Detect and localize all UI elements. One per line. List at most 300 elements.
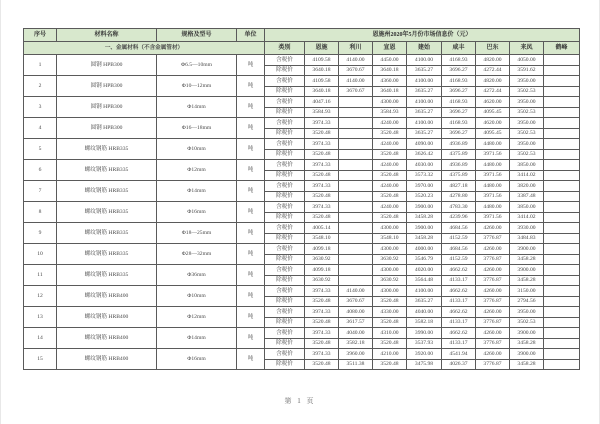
- unit: 吨: [237, 139, 265, 160]
- unit: 吨: [237, 286, 265, 307]
- price-cell-恩施: 3974.33: [305, 286, 339, 297]
- price-cell-宣恩: 3630.92: [373, 254, 407, 265]
- price-cell-宣恩: 3630.92: [373, 275, 407, 286]
- price-cell-来凤: 3458.28: [510, 254, 544, 265]
- spec-model: Φ14mm: [157, 181, 237, 202]
- price-type-incl-tax: 含税价: [265, 349, 305, 360]
- price-cell-巴东: 4260.00: [476, 286, 510, 297]
- price-type-excl-tax: 除税价: [265, 317, 305, 328]
- spec-model: Φ14mm: [157, 328, 237, 349]
- price-cell-利川: [339, 160, 373, 171]
- price-cell-建始: 3920.00: [407, 349, 442, 360]
- price-cell-来凤: 3950.00: [510, 76, 544, 87]
- price-cell-鹤峰: [544, 118, 580, 129]
- price-cell-建始: 3564.48: [407, 275, 442, 286]
- unit: 吨: [237, 349, 265, 370]
- material-name: 螺纹钢筋 HRB335: [57, 160, 157, 181]
- price-cell-建始: 4030.00: [407, 160, 442, 171]
- price-cell-巴东: 3971.56: [476, 191, 510, 202]
- price-type-incl-tax: 含税价: [265, 244, 305, 255]
- unit: 吨: [237, 244, 265, 265]
- price-cell-恩施: 3520.48: [305, 170, 339, 181]
- unit: 吨: [237, 160, 265, 181]
- price-cell-来凤: 3502.53: [510, 128, 544, 139]
- price-cell-宣恩: 3520.48: [373, 338, 407, 349]
- unit: 吨: [237, 223, 265, 244]
- price-cell-建始: 4090.00: [407, 139, 442, 150]
- table-row: [24, 286, 580, 297]
- price-type-excl-tax: 除税价: [265, 254, 305, 265]
- table-body: [24, 55, 580, 370]
- price-cell-宣恩: 4300.00: [373, 265, 407, 276]
- price-cell-鹤峰: [544, 160, 580, 171]
- price-cell-咸丰: 3696.27: [442, 128, 476, 139]
- row-index: 14: [24, 328, 57, 349]
- price-type-incl-tax: 含税价: [265, 307, 305, 318]
- price-cell-利川: 3617.57: [339, 317, 373, 328]
- material-name: 圆钢 HPB300: [57, 97, 157, 118]
- price-cell-咸丰: 4168.93: [442, 97, 476, 108]
- spec-model: Φ36mm: [157, 265, 237, 286]
- table-row: [24, 118, 580, 129]
- table-row: [24, 349, 580, 360]
- price-cell-恩施: 4005.14: [305, 223, 339, 234]
- price-type-incl-tax: 含税价: [265, 328, 305, 339]
- price-cell-鹤峰: [544, 317, 580, 328]
- price-cell-宣恩: 4240.00: [373, 160, 407, 171]
- price-cell-咸丰: 4133.17: [442, 296, 476, 307]
- spec-model: Φ16—18mm: [157, 118, 237, 139]
- price-cell-来凤: 2794.56: [510, 296, 544, 307]
- price-cell-鹤峰: [544, 349, 580, 360]
- material-name: 螺纹钢筋 HRB335: [57, 181, 157, 202]
- price-cell-咸丰: 4168.93: [442, 55, 476, 66]
- price-cell-恩施: 3520.48: [305, 128, 339, 139]
- price-cell-咸丰: 4541.94: [442, 349, 476, 360]
- price-cell-咸丰: 3696.27: [442, 65, 476, 76]
- price-cell-建始: 3635.27: [407, 86, 442, 97]
- price-type-incl-tax: 含税价: [265, 97, 305, 108]
- price-cell-宣恩: 3520.48: [373, 212, 407, 223]
- table-row: [24, 244, 580, 255]
- price-cell-建始: 3635.27: [407, 128, 442, 139]
- price-cell-建始: 4100.00: [407, 97, 442, 108]
- price-cell-巴东: 3776.87: [476, 338, 510, 349]
- price-cell-鹤峰: [544, 275, 580, 286]
- material-name: 螺纹钢筋 HRB400: [57, 307, 157, 328]
- price-cell-建始: 3900.00: [407, 202, 442, 213]
- price-cell-鹤峰: [544, 233, 580, 244]
- price-cell-鹤峰: [544, 265, 580, 276]
- header-group-title: 恩施州2020年5月份市场信息价（元）: [265, 29, 580, 42]
- price-type-incl-tax: 含税价: [265, 286, 305, 297]
- price-type-excl-tax: 除税价: [265, 107, 305, 118]
- price-cell-来凤: 3850.00: [510, 202, 544, 213]
- price-cell-巴东: 4272.44: [476, 86, 510, 97]
- price-cell-宣恩: 4240.00: [373, 202, 407, 213]
- price-cell-建始: 3458.28: [407, 233, 442, 244]
- price-cell-鹤峰: [544, 170, 580, 181]
- price-cell-恩施: 3974.33: [305, 328, 339, 339]
- price-cell-建始: 3520.23: [407, 191, 442, 202]
- price-cell-咸丰: 4168.93: [442, 76, 476, 87]
- price-cell-来凤: 4050.00: [510, 55, 544, 66]
- price-cell-巴东: 4480.00: [476, 160, 510, 171]
- price-cell-来凤: 3502.53: [510, 107, 544, 118]
- row-index: 13: [24, 307, 57, 328]
- price-cell-建始: 3635.27: [407, 296, 442, 307]
- price-cell-利川: [339, 265, 373, 276]
- price-cell-利川: [339, 170, 373, 181]
- header-city-laifeng: 来凤: [510, 42, 544, 55]
- price-cell-恩施: 3520.48: [305, 191, 339, 202]
- table-row: [24, 160, 580, 171]
- price-cell-鹤峰: [544, 244, 580, 255]
- price-cell-建始: 3635.27: [407, 107, 442, 118]
- price-type-incl-tax: 含税价: [265, 55, 305, 66]
- price-cell-宣恩: 4240.00: [373, 118, 407, 129]
- price-cell-利川: [339, 202, 373, 213]
- price-cell-建始: 3537.93: [407, 338, 442, 349]
- price-cell-利川: 3511.38: [339, 359, 373, 370]
- table-row: [24, 223, 580, 234]
- material-name: 圆钢 HPB300: [57, 55, 157, 76]
- price-cell-咸丰: 4133.17: [442, 338, 476, 349]
- price-cell-恩施: 3974.33: [305, 349, 339, 360]
- price-type-incl-tax: 含税价: [265, 265, 305, 276]
- price-cell-建始: 3970.00: [407, 181, 442, 192]
- price-cell-巴东: 3776.87: [476, 275, 510, 286]
- spec-model: Φ10mm: [157, 286, 237, 307]
- price-cell-咸丰: 4375.89: [442, 170, 476, 181]
- price-cell-鹤峰: [544, 296, 580, 307]
- spec-model: Φ12mm: [157, 160, 237, 181]
- price-cell-鹤峰: [544, 212, 580, 223]
- price-cell-鹤峰: [544, 286, 580, 297]
- price-cell-来凤: 3591.62: [510, 65, 544, 76]
- price-cell-咸丰: 4239.96: [442, 212, 476, 223]
- unit: 吨: [237, 97, 265, 118]
- price-cell-咸丰: 3696.27: [442, 107, 476, 118]
- spec-model: Φ10—12mm: [157, 76, 237, 97]
- price-cell-鹤峰: [544, 223, 580, 234]
- price-cell-来凤: 3900.00: [510, 265, 544, 276]
- header-city-jianshi: 建始: [407, 42, 442, 55]
- price-cell-利川: 4080.00: [339, 307, 373, 318]
- material-name: 圆钢 HPB300: [57, 76, 157, 97]
- price-cell-来凤: 3900.00: [510, 244, 544, 255]
- price-cell-利川: [339, 191, 373, 202]
- material-name: 螺纹钢筋 HRB400: [57, 286, 157, 307]
- row-index: 8: [24, 202, 57, 223]
- table-row: [24, 55, 580, 66]
- header-col-unit: 单位: [237, 29, 265, 42]
- price-cell-恩施: 4099.18: [305, 244, 339, 255]
- spec-model: Φ28—32mm: [157, 244, 237, 265]
- price-cell-恩施: 4109.58: [305, 76, 339, 87]
- price-type-incl-tax: 含税价: [265, 118, 305, 129]
- price-cell-利川: 3670.67: [339, 86, 373, 97]
- price-cell-宣恩: 3520.48: [373, 128, 407, 139]
- price-cell-鹤峰: [544, 86, 580, 97]
- price-cell-利川: [339, 128, 373, 139]
- spec-model: Φ14mm: [157, 97, 237, 118]
- spec-model: Φ10mm: [157, 139, 237, 160]
- price-table: [23, 28, 580, 370]
- price-cell-巴东: 4820.00: [476, 55, 510, 66]
- header-col-spec: 规格及型号: [157, 29, 237, 42]
- price-cell-宣恩: 3548.10: [373, 233, 407, 244]
- spec-model: Φ6.5—10mm: [157, 55, 237, 76]
- price-cell-鹤峰: [544, 107, 580, 118]
- price-cell-来凤: 3458.28: [510, 275, 544, 286]
- spec-model: Φ16mm: [157, 202, 237, 223]
- price-cell-恩施: 3548.10: [305, 233, 339, 244]
- price-cell-恩施: 3640.18: [305, 65, 339, 76]
- price-cell-恩施: 3974.33: [305, 160, 339, 171]
- price-cell-宣恩: 3584.93: [373, 107, 407, 118]
- section-header-row: [24, 42, 580, 55]
- material-name: 螺纹钢筋 HRB400: [57, 328, 157, 349]
- price-cell-宣恩: 3520.48: [373, 296, 407, 307]
- price-cell-咸丰: 4152.59: [442, 254, 476, 265]
- price-cell-巴东: 4820.00: [476, 76, 510, 87]
- price-cell-巴东: 4620.00: [476, 118, 510, 129]
- price-cell-宣恩: 4300.00: [373, 286, 407, 297]
- price-cell-来凤: 3414.02: [510, 212, 544, 223]
- row-index: 4: [24, 118, 57, 139]
- section-title: 一、金属材料（不含金属管材）: [24, 42, 265, 55]
- price-cell-来凤: 3850.00: [510, 160, 544, 171]
- price-cell-恩施: 3520.48: [305, 338, 339, 349]
- table-row: [24, 97, 580, 108]
- price-cell-巴东: 4260.00: [476, 307, 510, 318]
- price-cell-建始: 4040.00: [407, 307, 442, 318]
- spec-model: Φ12mm: [157, 307, 237, 328]
- row-index: 10: [24, 244, 57, 265]
- price-type-incl-tax: 含税价: [265, 202, 305, 213]
- material-name: 螺纹钢筋 HRB335: [57, 223, 157, 244]
- price-cell-鹤峰: [544, 76, 580, 87]
- price-cell-鹤峰: [544, 181, 580, 192]
- price-cell-来凤: 3150.00: [510, 286, 544, 297]
- price-cell-来凤: 3950.00: [510, 139, 544, 150]
- price-type-excl-tax: 除税价: [265, 359, 305, 370]
- row-index: 2: [24, 76, 57, 97]
- price-cell-来凤: 3502.53: [510, 317, 544, 328]
- price-cell-恩施: 3640.18: [305, 86, 339, 97]
- price-cell-鹤峰: [544, 65, 580, 76]
- price-type-excl-tax: 除税价: [265, 191, 305, 202]
- material-name: 螺纹钢筋 HRB335: [57, 244, 157, 265]
- price-cell-建始: 3546.79: [407, 254, 442, 265]
- price-cell-来凤: 3950.00: [510, 97, 544, 108]
- price-cell-宣恩: 4300.00: [373, 223, 407, 234]
- price-type-excl-tax: 除税价: [265, 149, 305, 160]
- price-cell-咸丰: 4936.89: [442, 139, 476, 150]
- price-cell-巴东: 4095.45: [476, 128, 510, 139]
- price-cell-鹤峰: [544, 307, 580, 318]
- price-type-incl-tax: 含税价: [265, 76, 305, 87]
- price-cell-宣恩: 3640.18: [373, 86, 407, 97]
- price-cell-恩施: 3520.48: [305, 296, 339, 307]
- price-cell-利川: [339, 223, 373, 234]
- price-cell-巴东: 3971.56: [476, 170, 510, 181]
- row-index: 15: [24, 349, 57, 370]
- price-cell-巴东: 4260.00: [476, 244, 510, 255]
- price-cell-咸丰: 4684.56: [442, 223, 476, 234]
- price-cell-恩施: 3584.93: [305, 107, 339, 118]
- material-name: 圆钢 HPB300: [57, 118, 157, 139]
- table-row: [24, 76, 580, 87]
- price-cell-恩施: 4109.58: [305, 55, 339, 66]
- price-cell-咸丰: 4026.37: [442, 359, 476, 370]
- price-cell-来凤: 3950.00: [510, 118, 544, 129]
- price-type-excl-tax: 除税价: [265, 65, 305, 76]
- price-cell-巴东: 3776.87: [476, 359, 510, 370]
- header-col-no: 序号: [24, 29, 57, 42]
- price-cell-鹤峰: [544, 128, 580, 139]
- table-row: [24, 328, 580, 339]
- price-cell-宣恩: 4240.00: [373, 139, 407, 150]
- price-cell-来凤: 3458.28: [510, 338, 544, 349]
- row-index: 11: [24, 265, 57, 286]
- price-type-incl-tax: 含税价: [265, 139, 305, 150]
- price-cell-鹤峰: [544, 191, 580, 202]
- price-cell-咸丰: 3696.27: [442, 86, 476, 97]
- unit: 吨: [237, 76, 265, 97]
- price-cell-建始: 4100.00: [407, 55, 442, 66]
- price-cell-建始: 3573.32: [407, 170, 442, 181]
- price-cell-巴东: 4260.00: [476, 265, 510, 276]
- header-city-xuanen: 宣恩: [373, 42, 407, 55]
- price-cell-利川: [339, 254, 373, 265]
- price-cell-来凤: 3950.00: [510, 307, 544, 318]
- spec-model: Φ16mm: [157, 349, 237, 370]
- table-row: [24, 307, 580, 318]
- price-cell-恩施: 4047.16: [305, 97, 339, 108]
- price-cell-利川: 3582.18: [339, 338, 373, 349]
- price-cell-巴东: 4095.45: [476, 107, 510, 118]
- price-cell-恩施: 3520.48: [305, 149, 339, 160]
- row-index: 3: [24, 97, 57, 118]
- price-cell-建始: 4100.00: [407, 76, 442, 87]
- price-cell-鹤峰: [544, 139, 580, 150]
- price-cell-恩施: 3520.48: [305, 359, 339, 370]
- price-type-incl-tax: 含税价: [265, 223, 305, 234]
- price-cell-建始: 3990.00: [407, 328, 442, 339]
- price-cell-鹤峰: [544, 97, 580, 108]
- price-type-excl-tax: 除税价: [265, 296, 305, 307]
- price-cell-咸丰: 4783.30: [442, 202, 476, 213]
- header-city-lichuan: 利川: [339, 42, 373, 55]
- material-name: 螺纹钢筋 HRB335: [57, 265, 157, 286]
- price-cell-咸丰: 4133.17: [442, 317, 476, 328]
- price-type-excl-tax: 除税价: [265, 233, 305, 244]
- price-cell-来凤: 3820.00: [510, 181, 544, 192]
- price-cell-恩施: 3974.33: [305, 307, 339, 318]
- unit: 吨: [237, 265, 265, 286]
- table-header-row: [24, 29, 580, 42]
- price-cell-鹤峰: [544, 328, 580, 339]
- price-cell-巴东: 4272.44: [476, 65, 510, 76]
- price-cell-巴东: 4620.00: [476, 97, 510, 108]
- price-cell-来凤: 3900.00: [510, 328, 544, 339]
- price-cell-建始: 4000.00: [407, 244, 442, 255]
- price-cell-咸丰: 4684.56: [442, 244, 476, 255]
- price-cell-恩施: 3974.33: [305, 139, 339, 150]
- price-cell-恩施: 3520.48: [305, 317, 339, 328]
- row-index: 9: [24, 223, 57, 244]
- price-cell-建始: 4100.00: [407, 286, 442, 297]
- table-row: [24, 265, 580, 276]
- price-cell-建始: 3635.27: [407, 65, 442, 76]
- price-cell-咸丰: 4662.62: [442, 328, 476, 339]
- price-cell-咸丰: 4375.89: [442, 149, 476, 160]
- price-cell-鹤峰: [544, 202, 580, 213]
- price-cell-建始: 4100.00: [407, 118, 442, 129]
- spec-model: Φ18—25mm: [157, 223, 237, 244]
- price-cell-来凤: 3502.53: [510, 86, 544, 97]
- row-index: 7: [24, 181, 57, 202]
- price-cell-恩施: 3630.92: [305, 275, 339, 286]
- price-cell-咸丰: 4662.62: [442, 307, 476, 318]
- price-cell-利川: [339, 181, 373, 192]
- price-cell-利川: 4140.00: [339, 286, 373, 297]
- price-cell-咸丰: 4278.80: [442, 191, 476, 202]
- price-type-excl-tax: 除税价: [265, 338, 305, 349]
- price-cell-利川: [339, 139, 373, 150]
- price-type-excl-tax: 除税价: [265, 212, 305, 223]
- price-cell-宣恩: 3520.48: [373, 149, 407, 160]
- price-cell-宣恩: 4450.00: [373, 55, 407, 66]
- price-cell-宣恩: 3520.48: [373, 170, 407, 181]
- price-cell-巴东: 4480.00: [476, 139, 510, 150]
- price-cell-鹤峰: [544, 254, 580, 265]
- price-type-excl-tax: 除税价: [265, 86, 305, 97]
- price-cell-建始: 3458.28: [407, 212, 442, 223]
- price-cell-来凤: 3502.53: [510, 149, 544, 160]
- price-cell-宣恩: 4240.00: [373, 181, 407, 192]
- price-cell-咸丰: 4152.59: [442, 233, 476, 244]
- material-name: 螺纹钢筋 HRB335: [57, 202, 157, 223]
- price-cell-宣恩: 4300.00: [373, 244, 407, 255]
- price-cell-宣恩: 4360.00: [373, 76, 407, 87]
- price-cell-建始: 4020.00: [407, 265, 442, 276]
- unit: 吨: [237, 118, 265, 139]
- price-cell-恩施: 3630.92: [305, 254, 339, 265]
- price-cell-建始: 3582.18: [407, 317, 442, 328]
- price-cell-恩施: 3520.48: [305, 212, 339, 223]
- price-cell-宣恩: 4300.00: [373, 97, 407, 108]
- price-cell-利川: [339, 118, 373, 129]
- price-cell-鹤峰: [544, 359, 580, 370]
- price-cell-咸丰: 4662.62: [442, 265, 476, 276]
- unit: 吨: [237, 307, 265, 328]
- price-cell-巴东: 3776.87: [476, 254, 510, 265]
- unit: 吨: [237, 328, 265, 349]
- price-cell-巴东: 3971.56: [476, 149, 510, 160]
- price-cell-巴东: 4260.00: [476, 223, 510, 234]
- unit: 吨: [237, 181, 265, 202]
- header-city-hefeng: 鹤峰: [544, 42, 580, 55]
- price-cell-来凤: 3484.83: [510, 233, 544, 244]
- price-cell-来凤: 3458.28: [510, 359, 544, 370]
- price-cell-利川: [339, 275, 373, 286]
- row-index: 1: [24, 55, 57, 76]
- price-cell-鹤峰: [544, 55, 580, 66]
- price-cell-巴东: 3776.87: [476, 317, 510, 328]
